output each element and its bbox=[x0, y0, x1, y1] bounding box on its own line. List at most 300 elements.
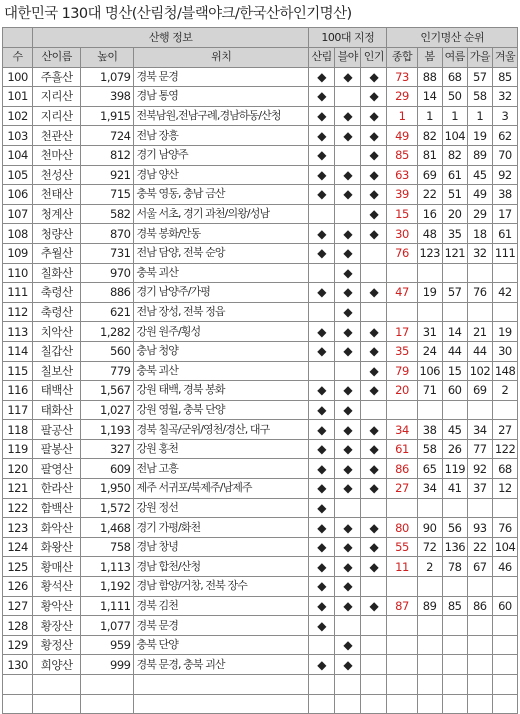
mountain-name: 칠화산 bbox=[33, 263, 81, 283]
popular-mark bbox=[361, 498, 387, 518]
forest-mark bbox=[309, 204, 335, 224]
rank-total: 73 bbox=[387, 67, 417, 87]
rank-winter: 85 bbox=[492, 67, 517, 87]
row-number: 127 bbox=[3, 596, 33, 616]
mountain-location: 전북남원,전남구례,경남하동/산청 bbox=[134, 106, 309, 126]
mountain-location: 경북 문경 bbox=[134, 616, 309, 636]
popular-mark: ◆ bbox=[361, 145, 387, 165]
mountain-location: 경남 통영 bbox=[134, 87, 309, 107]
forest-mark: ◆ bbox=[309, 577, 335, 597]
header-group-rank: 인기명산 순위 bbox=[387, 28, 518, 48]
row-number: 122 bbox=[3, 498, 33, 518]
rank-autumn bbox=[467, 616, 492, 636]
blackyak-mark: ◆ bbox=[335, 106, 361, 126]
mountain-location: 충북 단양 bbox=[134, 635, 309, 655]
rank-winter: 12 bbox=[492, 479, 517, 499]
row-number: 104 bbox=[3, 145, 33, 165]
rank-autumn: 92 bbox=[467, 459, 492, 479]
empty-cell bbox=[3, 694, 33, 714]
popular-mark: ◆ bbox=[361, 420, 387, 440]
rank-winter bbox=[492, 400, 517, 420]
mountain-height: 724 bbox=[81, 126, 134, 146]
rank-winter: 32 bbox=[492, 87, 517, 107]
blackyak-mark: ◆ bbox=[335, 479, 361, 499]
empty-cell bbox=[134, 675, 309, 695]
rank-summer: 136 bbox=[442, 537, 467, 557]
forest-mark: ◆ bbox=[309, 400, 335, 420]
forest-mark: ◆ bbox=[309, 537, 335, 557]
rank-total: 85 bbox=[387, 145, 417, 165]
mountain-location: 경남 함양/거창, 전북 장수 bbox=[134, 577, 309, 597]
blackyak-mark: ◆ bbox=[335, 185, 361, 205]
header-column-row bbox=[3, 48, 518, 68]
rank-spring: 69 bbox=[417, 165, 442, 185]
table-row bbox=[3, 106, 518, 126]
rank-summer: 15 bbox=[442, 361, 467, 381]
row-number: 111 bbox=[3, 283, 33, 303]
forest-mark: ◆ bbox=[309, 518, 335, 538]
mountain-location: 경북 문경 bbox=[134, 67, 309, 87]
rank-spring bbox=[417, 655, 442, 675]
rank-total: 61 bbox=[387, 439, 417, 459]
rank-total: 76 bbox=[387, 243, 417, 263]
rank-autumn bbox=[467, 635, 492, 655]
rank-total: 27 bbox=[387, 479, 417, 499]
rank-winter: 68 bbox=[492, 459, 517, 479]
rank-spring bbox=[417, 577, 442, 597]
mountain-name: 황악산 bbox=[33, 596, 81, 616]
table-row bbox=[3, 596, 518, 616]
mountain-height: 560 bbox=[81, 341, 134, 361]
forest-mark: ◆ bbox=[309, 145, 335, 165]
rank-winter: 42 bbox=[492, 283, 517, 303]
mountain-height: 398 bbox=[81, 87, 134, 107]
rank-autumn bbox=[467, 400, 492, 420]
rank-total: 30 bbox=[387, 224, 417, 244]
table-row bbox=[3, 145, 518, 165]
rank-summer: 20 bbox=[442, 204, 467, 224]
col-header-name: 산이름 bbox=[33, 48, 81, 68]
forest-mark bbox=[309, 635, 335, 655]
empty-cell bbox=[467, 694, 492, 714]
row-number: 103 bbox=[3, 126, 33, 146]
table-row bbox=[3, 204, 518, 224]
rank-autumn: 69 bbox=[467, 381, 492, 401]
forest-mark: ◆ bbox=[309, 557, 335, 577]
mountain-name: 칠갑산 bbox=[33, 341, 81, 361]
popular-mark: ◆ bbox=[361, 67, 387, 87]
row-number: 102 bbox=[3, 106, 33, 126]
mountain-name: 태백산 bbox=[33, 381, 81, 401]
rank-total: 86 bbox=[387, 459, 417, 479]
rank-total: 79 bbox=[387, 361, 417, 381]
rank-winter: 148 bbox=[492, 361, 517, 381]
forest-mark: ◆ bbox=[309, 616, 335, 636]
rank-total: 29 bbox=[387, 87, 417, 107]
table-row bbox=[3, 185, 518, 205]
mountain-name: 주흘산 bbox=[33, 67, 81, 87]
mountain-location: 경기 남양주/가평 bbox=[134, 283, 309, 303]
mountain-location: 경기 가평/화천 bbox=[134, 518, 309, 538]
row-number: 128 bbox=[3, 616, 33, 636]
rank-winter: 38 bbox=[492, 185, 517, 205]
rank-spring: 1 bbox=[417, 106, 442, 126]
rank-spring: 71 bbox=[417, 381, 442, 401]
empty-cell bbox=[492, 675, 517, 695]
popular-mark: ◆ bbox=[361, 557, 387, 577]
blackyak-mark bbox=[335, 145, 361, 165]
row-number: 100 bbox=[3, 67, 33, 87]
rank-total: 15 bbox=[387, 204, 417, 224]
mountain-height: 1,915 bbox=[81, 106, 134, 126]
empty-row bbox=[3, 675, 518, 695]
table-row bbox=[3, 400, 518, 420]
table-row bbox=[3, 616, 518, 636]
popular-mark: ◆ bbox=[361, 322, 387, 342]
rank-summer: 119 bbox=[442, 459, 467, 479]
mountain-location: 경북 김천 bbox=[134, 596, 309, 616]
popular-mark: ◆ bbox=[361, 479, 387, 499]
empty-cell bbox=[33, 694, 81, 714]
table-row bbox=[3, 322, 518, 342]
mountain-height: 1,111 bbox=[81, 596, 134, 616]
table-row bbox=[3, 361, 518, 381]
rank-spring: 2 bbox=[417, 557, 442, 577]
table-row bbox=[3, 459, 518, 479]
row-number: 126 bbox=[3, 577, 33, 597]
rank-spring bbox=[417, 263, 442, 283]
mountain-location: 경남 창녕 bbox=[134, 537, 309, 557]
forest-mark: ◆ bbox=[309, 165, 335, 185]
mountain-height: 779 bbox=[81, 361, 134, 381]
blackyak-mark bbox=[335, 616, 361, 636]
table-row bbox=[3, 439, 518, 459]
mountain-height: 1,950 bbox=[81, 479, 134, 499]
blackyak-mark: ◆ bbox=[335, 577, 361, 597]
mountain-height: 921 bbox=[81, 165, 134, 185]
rank-total: 11 bbox=[387, 557, 417, 577]
mountain-name: 천태산 bbox=[33, 185, 81, 205]
rank-spring: 14 bbox=[417, 87, 442, 107]
rank-summer bbox=[442, 400, 467, 420]
popular-mark: ◆ bbox=[361, 381, 387, 401]
empty-cell bbox=[387, 694, 417, 714]
table-row bbox=[3, 263, 518, 283]
rank-winter bbox=[492, 635, 517, 655]
rank-spring: 81 bbox=[417, 145, 442, 165]
rank-autumn: 37 bbox=[467, 479, 492, 499]
rank-winter bbox=[492, 263, 517, 283]
mountain-location: 강원 홍천 bbox=[134, 439, 309, 459]
popular-mark: ◆ bbox=[361, 224, 387, 244]
rank-total bbox=[387, 400, 417, 420]
blackyak-mark: ◆ bbox=[335, 537, 361, 557]
rank-spring bbox=[417, 616, 442, 636]
mountain-name: 황장산 bbox=[33, 616, 81, 636]
forest-mark bbox=[309, 263, 335, 283]
blackyak-mark: ◆ bbox=[335, 439, 361, 459]
table-row bbox=[3, 479, 518, 499]
mountain-name: 황매산 bbox=[33, 557, 81, 577]
popular-mark: ◆ bbox=[361, 126, 387, 146]
table-row bbox=[3, 498, 518, 518]
empty-cell bbox=[361, 675, 387, 695]
row-number: 130 bbox=[3, 655, 33, 675]
rank-autumn: 58 bbox=[467, 87, 492, 107]
mountain-name: 추월산 bbox=[33, 243, 81, 263]
popular-mark bbox=[361, 243, 387, 263]
rank-spring: 19 bbox=[417, 283, 442, 303]
row-number: 110 bbox=[3, 263, 33, 283]
mountain-height: 1,468 bbox=[81, 518, 134, 538]
page-title: 대한민국 130대 명산(산림청/블랙야크/한국산하인기명산) bbox=[4, 6, 352, 22]
rank-spring: 65 bbox=[417, 459, 442, 479]
popular-mark: ◆ bbox=[361, 341, 387, 361]
empty-cell bbox=[442, 694, 467, 714]
table-row bbox=[3, 537, 518, 557]
rank-winter: 2 bbox=[492, 381, 517, 401]
empty-cell bbox=[3, 675, 33, 695]
mountain-location: 전남 고흥 bbox=[134, 459, 309, 479]
rank-winter: 60 bbox=[492, 596, 517, 616]
rank-total: 80 bbox=[387, 518, 417, 538]
row-number: 119 bbox=[3, 439, 33, 459]
mountain-name: 지리산 bbox=[33, 87, 81, 107]
row-number: 108 bbox=[3, 224, 33, 244]
rank-total: 39 bbox=[387, 185, 417, 205]
rank-total bbox=[387, 635, 417, 655]
col-header-location: 위치 bbox=[134, 48, 309, 68]
blackyak-mark bbox=[335, 498, 361, 518]
rank-autumn: 57 bbox=[467, 67, 492, 87]
rank-autumn: 77 bbox=[467, 439, 492, 459]
rank-autumn: 18 bbox=[467, 224, 492, 244]
rank-total bbox=[387, 498, 417, 518]
mountain-name: 함백산 bbox=[33, 498, 81, 518]
table-row bbox=[3, 67, 518, 87]
rank-summer bbox=[442, 577, 467, 597]
empty-cell bbox=[33, 675, 81, 695]
empty-cell bbox=[335, 694, 361, 714]
rank-winter bbox=[492, 577, 517, 597]
rank-autumn bbox=[467, 655, 492, 675]
rank-autumn: 86 bbox=[467, 596, 492, 616]
empty-cell bbox=[467, 675, 492, 695]
rank-summer: 1 bbox=[442, 106, 467, 126]
popular-mark bbox=[361, 577, 387, 597]
table-row bbox=[3, 224, 518, 244]
rank-winter: 27 bbox=[492, 420, 517, 440]
rank-spring: 90 bbox=[417, 518, 442, 538]
row-number: 112 bbox=[3, 302, 33, 322]
col-header-spring: 봄 bbox=[417, 48, 442, 68]
rank-total bbox=[387, 577, 417, 597]
popular-mark bbox=[361, 400, 387, 420]
rank-winter: 17 bbox=[492, 204, 517, 224]
forest-mark: ◆ bbox=[309, 224, 335, 244]
empty-cell bbox=[492, 694, 517, 714]
mountain-height: 970 bbox=[81, 263, 134, 283]
rank-spring: 31 bbox=[417, 322, 442, 342]
rank-autumn: 19 bbox=[467, 126, 492, 146]
mountain-location: 경남 양산 bbox=[134, 165, 309, 185]
table-row bbox=[3, 87, 518, 107]
mountain-height: 731 bbox=[81, 243, 134, 263]
rank-autumn bbox=[467, 577, 492, 597]
mountain-name: 한라산 bbox=[33, 479, 81, 499]
empty-cell bbox=[335, 675, 361, 695]
rank-winter: 46 bbox=[492, 557, 517, 577]
table-row bbox=[3, 381, 518, 401]
mountain-location: 경북 봉화/안동 bbox=[134, 224, 309, 244]
rank-total bbox=[387, 616, 417, 636]
empty-cell bbox=[309, 694, 335, 714]
mountain-location: 충남 청양 bbox=[134, 341, 309, 361]
row-number: 123 bbox=[3, 518, 33, 538]
rank-winter: 104 bbox=[492, 537, 517, 557]
blackyak-mark: ◆ bbox=[335, 459, 361, 479]
rank-total: 55 bbox=[387, 537, 417, 557]
mountain-location: 경북 문경, 충북 괴산 bbox=[134, 655, 309, 675]
rank-summer: 85 bbox=[442, 596, 467, 616]
rank-spring: 38 bbox=[417, 420, 442, 440]
mountain-name: 천관산 bbox=[33, 126, 81, 146]
rank-summer: 35 bbox=[442, 224, 467, 244]
forest-mark: ◆ bbox=[309, 381, 335, 401]
blackyak-mark: ◆ bbox=[335, 165, 361, 185]
rank-total: 17 bbox=[387, 322, 417, 342]
forest-mark: ◆ bbox=[309, 498, 335, 518]
rank-winter bbox=[492, 498, 517, 518]
popular-mark: ◆ bbox=[361, 87, 387, 107]
rank-summer: 60 bbox=[442, 381, 467, 401]
rank-autumn: 21 bbox=[467, 322, 492, 342]
rank-winter: 111 bbox=[492, 243, 517, 263]
row-number: 116 bbox=[3, 381, 33, 401]
rank-summer: 45 bbox=[442, 420, 467, 440]
row-number: 115 bbox=[3, 361, 33, 381]
rank-spring: 48 bbox=[417, 224, 442, 244]
forest-mark: ◆ bbox=[309, 243, 335, 263]
row-number: 113 bbox=[3, 322, 33, 342]
table-row bbox=[3, 302, 518, 322]
rank-autumn: 67 bbox=[467, 557, 492, 577]
empty-cell bbox=[81, 694, 134, 714]
rank-winter: 19 bbox=[492, 322, 517, 342]
rank-summer: 50 bbox=[442, 87, 467, 107]
col-header-popular: 인기 bbox=[361, 48, 387, 68]
mountain-height: 1,079 bbox=[81, 67, 134, 87]
mountain-height: 327 bbox=[81, 439, 134, 459]
col-header-summer: 여름 bbox=[442, 48, 467, 68]
forest-mark: ◆ bbox=[309, 439, 335, 459]
mountain-name: 황정산 bbox=[33, 635, 81, 655]
rank-spring: 16 bbox=[417, 204, 442, 224]
rank-summer: 121 bbox=[442, 243, 467, 263]
rank-spring: 106 bbox=[417, 361, 442, 381]
row-number: 107 bbox=[3, 204, 33, 224]
rank-winter bbox=[492, 302, 517, 322]
table-row bbox=[3, 557, 518, 577]
forest-mark: ◆ bbox=[309, 126, 335, 146]
rank-total: 87 bbox=[387, 596, 417, 616]
rank-autumn: 1 bbox=[467, 106, 492, 126]
rank-total: 34 bbox=[387, 420, 417, 440]
empty-cell bbox=[361, 694, 387, 714]
popular-mark bbox=[361, 635, 387, 655]
empty-cell bbox=[134, 694, 309, 714]
rank-autumn: 34 bbox=[467, 420, 492, 440]
mountain-height: 758 bbox=[81, 537, 134, 557]
empty-row bbox=[3, 694, 518, 714]
blackyak-mark: ◆ bbox=[335, 635, 361, 655]
forest-mark: ◆ bbox=[309, 185, 335, 205]
rank-summer: 14 bbox=[442, 322, 467, 342]
mountain-name: 청계산 bbox=[33, 204, 81, 224]
rank-summer: 61 bbox=[442, 165, 467, 185]
rank-summer: 82 bbox=[442, 145, 467, 165]
row-number: 125 bbox=[3, 557, 33, 577]
header-group-top100: 100대 지정 bbox=[309, 28, 387, 48]
blackyak-mark: ◆ bbox=[335, 655, 361, 675]
rank-summer: 51 bbox=[442, 185, 467, 205]
col-header-autumn: 가을 bbox=[467, 48, 492, 68]
row-number: 101 bbox=[3, 87, 33, 107]
forest-mark: ◆ bbox=[309, 459, 335, 479]
blackyak-mark: ◆ bbox=[335, 557, 361, 577]
popular-mark bbox=[361, 655, 387, 675]
mountain-name: 팔공산 bbox=[33, 420, 81, 440]
mountain-location: 강원 태백, 경북 봉화 bbox=[134, 381, 309, 401]
blackyak-mark: ◆ bbox=[335, 283, 361, 303]
rank-winter: 92 bbox=[492, 165, 517, 185]
forest-mark bbox=[309, 361, 335, 381]
mountain-height: 621 bbox=[81, 302, 134, 322]
row-number: 129 bbox=[3, 635, 33, 655]
rank-autumn bbox=[467, 302, 492, 322]
rank-summer bbox=[442, 655, 467, 675]
rank-spring: 89 bbox=[417, 596, 442, 616]
blackyak-mark bbox=[335, 361, 361, 381]
blackyak-mark: ◆ bbox=[335, 518, 361, 538]
blackyak-mark: ◆ bbox=[335, 302, 361, 322]
blackyak-mark: ◆ bbox=[335, 341, 361, 361]
mountain-name: 천마산 bbox=[33, 145, 81, 165]
row-number: 121 bbox=[3, 479, 33, 499]
row-number: 124 bbox=[3, 537, 33, 557]
rank-summer bbox=[442, 635, 467, 655]
mountain-location: 충북 영동, 충남 금산 bbox=[134, 185, 309, 205]
rank-autumn: 93 bbox=[467, 518, 492, 538]
mountain-location: 전남 담양, 전북 순앙 bbox=[134, 243, 309, 263]
table-row bbox=[3, 126, 518, 146]
forest-mark: ◆ bbox=[309, 596, 335, 616]
blackyak-mark: ◆ bbox=[335, 224, 361, 244]
mountain-name: 희양산 bbox=[33, 655, 81, 675]
row-number: 117 bbox=[3, 400, 33, 420]
rank-autumn: 89 bbox=[467, 145, 492, 165]
rank-spring bbox=[417, 400, 442, 420]
popular-mark: ◆ bbox=[361, 204, 387, 224]
row-number: 120 bbox=[3, 459, 33, 479]
rank-total: 1 bbox=[387, 106, 417, 126]
table-row bbox=[3, 165, 518, 185]
forest-mark: ◆ bbox=[309, 87, 335, 107]
mountain-name: 축령산 bbox=[33, 302, 81, 322]
mountain-name: 팔영산 bbox=[33, 459, 81, 479]
rank-summer bbox=[442, 498, 467, 518]
mountain-height: 812 bbox=[81, 145, 134, 165]
